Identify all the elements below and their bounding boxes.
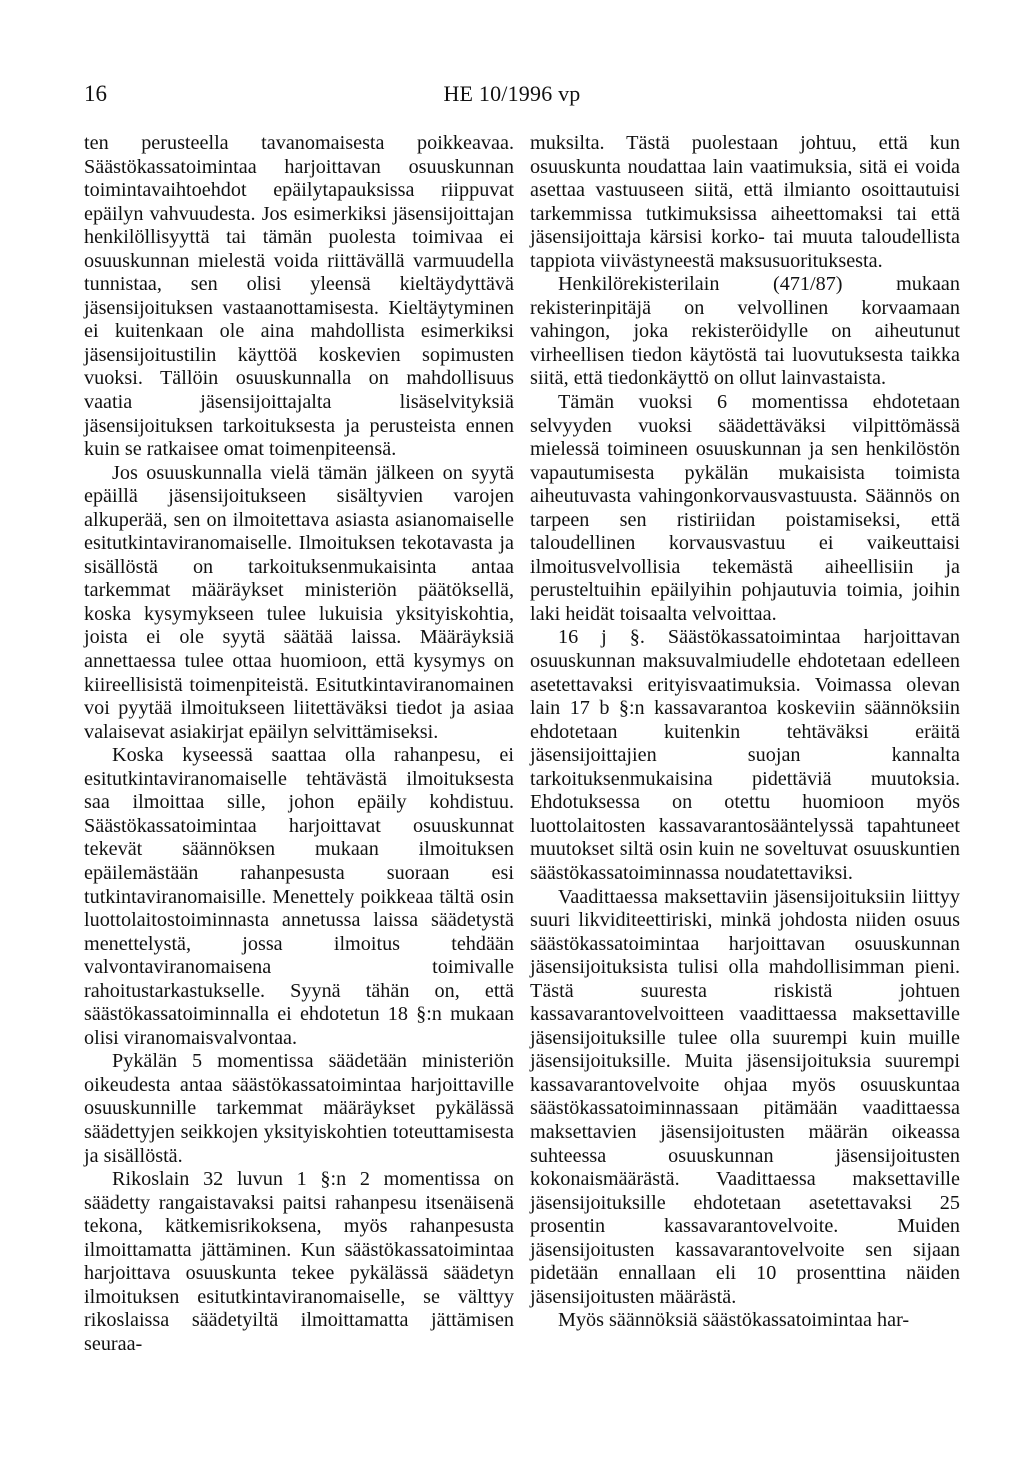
right-column xyxy=(530,132,960,1333)
paragraph: Pykälän 5 momentissa säädetään ministeriön oikeudesta antaa säästökassatoimintaa harjoittaville osuuskunnille tarkemmat määräykset pykälässä säädettyjen seikkojen yksityiskohtien toteuttamisesta ja sisällöstä. xyxy=(84,1050,514,1167)
paragraph: Myös säännöksiä säästökassatoimintaa har- xyxy=(558,1309,910,1332)
paragraph: Jos osuuskunnalla vielä tämän jälkeen on syytä epäillä jäsensijoitukseen sisältyvien varojen alkuperää, sen on ilmoitettava asiasta asianomaiselle esitutkintaviranomaiselle. Ilmoituksen tekotavasta ja sisällöstä on tarkoituksenmukaisinta antaa tarkemmat määräykset ministeriön päätöksellä, koska kysymykseen tulee lukuisia yksityiskohtia, joista ei ole syytä säätää laissa. Määräyksiä annettaessa tulee ottaa huomioon, että kysymys on kiireellisistä toimenpiteistä. Esitutkintaviranomainen voi pyytää ilmoitukseen liitettäväksi tiedot ja asiaa valaisevat asiakirjat epäilyn selvittämiseksi. xyxy=(84,461,514,743)
paragraph: Vaadittaessa maksettaviin jäsensijoituksiin liittyy suuri likviditeettiriski, minkä johdosta niiden osuus säästökassatoimintaa harjoittavan osuuskunnan jäsensijoituksista tulisi olla mahdollisimman pieni. Tästä suuresta riskistä johtuen kassavarantovelvoitteen vaadittaessa maksettaville jäsensijoituksille tulee olla suurempi kuin muille jäsensijoituksille. Muita jäsensijoituksia suurempi kassavarantovelvoite ohjaa myös osuuskuntaa säästökassatoiminnassaan pitämään vaadittaessa maksettavien jäsensijoitusten määrän oikeassa suhteessa osuuskunnan jäsensijoitusten kokonaismäärästä. Vaadittaessa maksettaville jäsensijoituksille ehdotetaan asetettavaksi 25 prosentin kassavarantovelvoite. Muiden jäsensijoitusten kassavarantovelvoite sen sijaan pidetään ennallaan eli 10 prosenttina näiden jäsensijoitusten määrästä. xyxy=(530,885,960,1308)
left-column xyxy=(84,132,514,1356)
page-number: 16 xyxy=(84,81,107,106)
paragraph: Koska kyseessä saattaa olla rahanpesu, ei esitutkintaviranomaiselle tehtävästä ilmoituksesta saa ilmoittaa sille, johon epäily kohdistuu. Säästökassatoimintaa harjoittavat osuuskunnat tekevät säännöksen mukaan ilmoituksen epäilemästään rahanpesusta suoraan esi tutkintaviranomaisille. Menettely poikkeaa tältä osin luottolaitostoiminnasta annetussa laissa säädetystä menettelystä, jossa ilmoitus tehdään valvontaviranomaisena toimivalle rahoitustarkastukselle. Syynä tähän on, että säästökassatoiminnalla ei ehdotetun 18 §:n mukaan olisi viranomaisvalvontaa. xyxy=(84,744,514,1049)
paragraph: muksilta. Tästä puolestaan johtuu, että kun osuuskunta noudattaa lain vaatimuksia, sitä ei voida asettaa vastuuseen siitä, että ilmianto osoittautuisi tarkemmissa tutkimuksissa aiheettomaksi tai että jäsensijoittaja kärsisi korko- tai muuta taloudellista tappiota viivästyneestä maksusuorituksesta. xyxy=(530,132,960,272)
running-title: HE 10/1996 vp xyxy=(443,81,581,106)
paragraph: ten perusteella tavanomaisesta poikkeavaa. Säästökassatoimintaa harjoittavan osuuskunnan toimintavaihtoehdot epäilytapauksissa riippuvat epäilyn vahvuudesta. Jos esimerkiksi jäsensijoittajan henkilöllisyyttä tai tämän puolesta toimivaa ei osuuskunnan mielestä voida riittävällä varmuudella tunnistaa, sen olisi yleensä kieltäydyttävä jäsensijoituksen vastaanottamisesta. Kieltäytyminen ei kuitenkaan ole aina mahdollista esimerkiksi jäsensijoitustilin käyttöä koskevien sopimusten vuoksi. Tällöin osuuskunnalla on mahdollisuus vaatia jäsensijoittajalta lisäselvityksiä jäsensijoituksen tarkoituksesta ja perusteista ennen kuin se ratkaisee omat toimenpiteensä. xyxy=(84,132,514,461)
paragraph: Henkilörekisterilain (471/87) mukaan rekisterinpitäjä on velvollinen korvaamaan vahingon, joka rekisteröidylle on aiheutunut virheellisen tiedon käytöstä tai luovutuksesta taikka siitä, että tiedonkäyttö on ollut lainvastaista. xyxy=(530,273,960,390)
paragraph: 16 j §. Säästökassatoimintaa harjoittavan osuuskunnan maksuvalmiudelle ehdotetaan edelleen asetettavaksi erityisvaatimuksia. Voimassa olevan lain 17 b §:n kassavarantoa koskeviin säännöksiin ehdotetaan kuitenkin tehtäväksi eräitä jäsensijoittajien suojan kannalta tarkoituksenmukaisina pidettäviä muutoksia. Ehdotuksessa on otettu huomioon myös luottolaitosten kassavarantosääntelyssä tapahtuneet muutokset siltä osin kuin ne soveltuvat osuuskuntien säästökassatoiminnassa noudatettaviksi. xyxy=(530,626,960,884)
paragraph: Rikoslain 32 luvun 1 §:n 2 momentissa on säädetty rangaistavaksi paitsi rahanpesu itsenäisenä tekona, kätkemisrikoksena, myös rahanpesusta ilmoittamatta jättäminen. Kun säästökassatoimintaa harjoittava osuuskunta tekee pykälässä säädetyn ilmoituksen esitutkintaviranomaiselle, se välttyy rikoslaissa säädetyiltä ilmoittamatta jättämisen seuraa- xyxy=(84,1168,514,1355)
paragraph: Tämän vuoksi 6 momentissa ehdotetaan selvyyden vuoksi säädettäväksi vilpittömässä mielessä toimineen osuuskunnan ja sen henkilöstön vapautumisesta pykälän mukaisista toimista aiheutuvasta vahingonkorvausvastuusta. Säännös on tarpeen sen ristiriidan poistamiseksi, että taloudellinen korvausvastuu ei vaikeuttaisi ilmoitusvelvollisia tekemästä aiheellisiin ja perusteltuihin epäilyihin pohjautuvia toimia, joihin laki heidät toisaalta velvoittaa. xyxy=(530,391,960,625)
